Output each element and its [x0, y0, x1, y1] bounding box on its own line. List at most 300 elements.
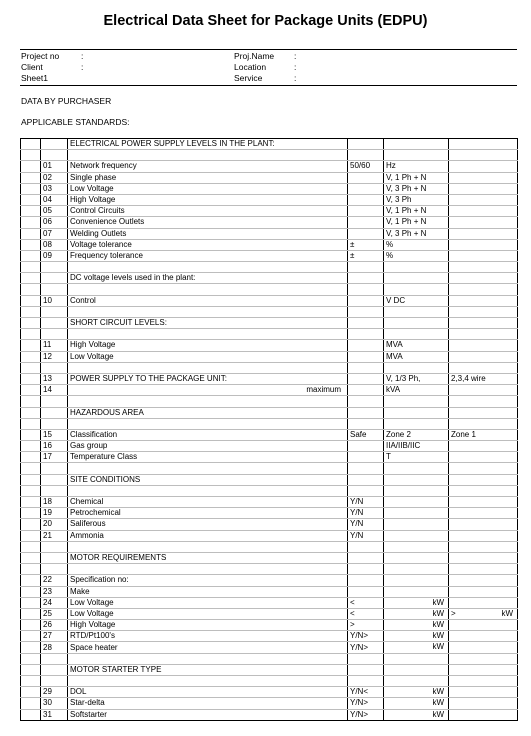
- row-spacer-cell: [21, 329, 41, 340]
- row-number-cell: [41, 262, 68, 273]
- row-spacer-cell: [21, 676, 41, 687]
- row-spacer-cell: [21, 183, 41, 194]
- blank-row: [21, 306, 518, 317]
- row-spacer-cell: [21, 206, 41, 217]
- row-number-cell: 24: [41, 597, 68, 608]
- row-extra-cell: [449, 575, 518, 586]
- row-extra-cell: [449, 676, 518, 687]
- row-description-cell: Low Voltage: [68, 351, 348, 362]
- row-description-cell: DC voltage levels used in the plant:: [68, 273, 348, 284]
- row-value-cell: [348, 441, 384, 452]
- row-description-cell: Network frequency: [68, 161, 348, 172]
- row-extra-cell: [449, 497, 518, 508]
- row-unit-cell: [384, 362, 449, 373]
- row-number-cell: 09: [41, 250, 68, 261]
- row-description-cell: [68, 262, 348, 273]
- row-number-cell: 25: [41, 608, 68, 619]
- row-extra-cell: [449, 306, 518, 317]
- row-number-cell: 05: [41, 206, 68, 217]
- row-value-cell: [348, 318, 384, 329]
- row-spacer-cell: [21, 463, 41, 474]
- row-unit-cell: kVA: [384, 385, 449, 396]
- header-right-labels: [234, 51, 274, 84]
- row-spacer-cell: [21, 642, 41, 653]
- row-extra-cell: [449, 351, 518, 362]
- row-number-cell: 01: [41, 161, 68, 172]
- row-value-cell: [348, 273, 384, 284]
- row-description-cell: SITE CONDITIONS: [68, 474, 348, 485]
- row-value-cell: [348, 139, 384, 150]
- table-row: [21, 575, 518, 586]
- header-top-rule: [20, 49, 517, 50]
- row-value-cell: [348, 228, 384, 239]
- row-number-cell: [41, 318, 68, 329]
- header-label-project-no: Project no: [21, 51, 60, 61]
- row-description-cell: [68, 362, 348, 373]
- row-extra-cell: [449, 206, 518, 217]
- row-value-cell: [348, 150, 384, 161]
- row-description-cell: DOL: [68, 687, 348, 698]
- row-unit-cell: [384, 676, 449, 687]
- row-spacer-cell: [21, 709, 41, 720]
- row-spacer-cell: [21, 250, 41, 261]
- row-spacer-cell: [21, 597, 41, 608]
- row-unit-cell: Hz: [384, 161, 449, 172]
- row-unit-cell: [384, 396, 449, 407]
- row-spacer-cell: [21, 620, 41, 631]
- header-label-proj-name: Proj.Name: [234, 51, 275, 61]
- row-value-cell: Y/N: [348, 497, 384, 508]
- row-extra-cell: [449, 564, 518, 575]
- row-description-cell: High Voltage: [68, 620, 348, 631]
- row-extra-cell: [449, 597, 518, 608]
- row-value-cell: [348, 664, 384, 675]
- row-number-cell: 02: [41, 172, 68, 183]
- row-extra-cell: [449, 340, 518, 351]
- row-extra-cell: [449, 385, 518, 396]
- section-row: [21, 552, 518, 563]
- kw-unit-label: kW: [432, 631, 444, 641]
- row-unit-cell: [384, 687, 449, 698]
- row-value-cell: ±: [348, 250, 384, 261]
- header-sep: :: [294, 62, 297, 72]
- row-unit-cell: [384, 608, 449, 619]
- row-number-cell: [41, 418, 68, 429]
- row-value-cell: ±: [348, 239, 384, 250]
- row-spacer-cell: [21, 485, 41, 496]
- kw-unit-label: kW: [432, 608, 444, 618]
- row-description-cell: Chemical: [68, 497, 348, 508]
- row-number-cell: 14: [41, 385, 68, 396]
- table-row: [21, 351, 518, 362]
- row-spacer-cell: [21, 452, 41, 463]
- row-value-cell: [348, 575, 384, 586]
- row-description-cell: Classification: [68, 429, 348, 440]
- row-extra-cell: [449, 183, 518, 194]
- row-unit-cell: [384, 508, 449, 519]
- row-number-cell: 20: [41, 519, 68, 530]
- row-unit-cell: [384, 150, 449, 161]
- blank-row: [21, 362, 518, 373]
- row-spacer-cell: [21, 687, 41, 698]
- row-extra-cell: [449, 150, 518, 161]
- row-description-cell: [68, 284, 348, 295]
- row-description-cell: MOTOR STARTER TYPE: [68, 664, 348, 675]
- row-unit-cell: [384, 463, 449, 474]
- row-number-cell: [41, 541, 68, 552]
- row-description-cell: SHORT CIRCUIT LEVELS:: [68, 318, 348, 329]
- row-unit-cell: [384, 318, 449, 329]
- row-number-cell: [41, 664, 68, 675]
- row-extra-cell: [449, 295, 518, 306]
- row-value-cell: [348, 418, 384, 429]
- row-spacer-cell: [21, 351, 41, 362]
- row-value-cell: [348, 373, 384, 384]
- row-number-cell: 29: [41, 687, 68, 698]
- row-description-cell: MOTOR REQUIREMENTS: [68, 552, 348, 563]
- row-value-cell: Y/N: [348, 519, 384, 530]
- table-row: [21, 340, 518, 351]
- table-row: [21, 295, 518, 306]
- row-number-cell: [41, 676, 68, 687]
- row-spacer-cell: [21, 284, 41, 295]
- row-number-cell: 27: [41, 631, 68, 642]
- row-description-cell: Control Circuits: [68, 206, 348, 217]
- table-row: [21, 631, 518, 642]
- row-value-cell: [348, 385, 384, 396]
- row-description-cell: Voltage tolerance: [68, 239, 348, 250]
- row-value-cell: >: [348, 620, 384, 631]
- row-number-cell: 21: [41, 530, 68, 541]
- row-spacer-cell: [21, 150, 41, 161]
- header-sep: :: [81, 62, 84, 72]
- row-extra-cell: [449, 250, 518, 261]
- row-value-cell: [348, 463, 384, 474]
- data-sheet-body: [21, 139, 518, 721]
- row-number-cell: 03: [41, 183, 68, 194]
- blank-row: [21, 262, 518, 273]
- row-description-cell: ELECTRICAL POWER SUPPLY LEVELS IN THE PLANT:: [68, 139, 348, 150]
- row-spacer-cell: [21, 161, 41, 172]
- row-extra-cell: [449, 620, 518, 631]
- row-number-cell: 23: [41, 586, 68, 597]
- row-extra-cell: [449, 552, 518, 563]
- row-spacer-cell: [21, 608, 41, 619]
- extra-symbol: >: [451, 608, 456, 618]
- row-value-cell: [348, 194, 384, 205]
- row-value-cell: Y/N: [348, 508, 384, 519]
- row-number-cell: 17: [41, 452, 68, 463]
- blank-row: [21, 564, 518, 575]
- table-row: [21, 530, 518, 541]
- row-unit-cell: [384, 586, 449, 597]
- row-extra-cell: [449, 519, 518, 530]
- table-row: [21, 452, 518, 463]
- row-unit-cell: [384, 262, 449, 273]
- row-description-cell: Frequency tolerance: [68, 250, 348, 261]
- row-value-cell: Safe: [348, 429, 384, 440]
- kw-unit-label: kW: [432, 687, 444, 697]
- row-extra-cell: [449, 139, 518, 150]
- row-spacer-cell: [21, 318, 41, 329]
- table-row: [21, 508, 518, 519]
- blank-row: [21, 463, 518, 474]
- table-row: [21, 687, 518, 698]
- row-value-cell: [348, 396, 384, 407]
- kw-unit-label: kW: [432, 597, 444, 607]
- row-description-cell: [68, 564, 348, 575]
- table-row: [21, 441, 518, 452]
- row-unit-cell: Zone 2: [384, 429, 449, 440]
- data-sheet-table: [20, 138, 518, 721]
- row-description-cell: RTD/Pt100's: [68, 631, 348, 642]
- row-description-cell: Ammonia: [68, 530, 348, 541]
- row-value-cell: [348, 217, 384, 228]
- row-description-cell: Saliferous: [68, 519, 348, 530]
- row-number-cell: 31: [41, 709, 68, 720]
- row-unit-cell: [384, 139, 449, 150]
- row-value-cell: [348, 452, 384, 463]
- row-extra-cell: [449, 396, 518, 407]
- row-extra-cell: Zone 1: [449, 429, 518, 440]
- header-sep: :: [81, 51, 84, 61]
- document-title: Electrical Data Sheet for Package Units (EDPU): [103, 13, 428, 29]
- row-extra-cell: [449, 284, 518, 295]
- row-spacer-cell: [21, 564, 41, 575]
- row-description-cell: Welding Outlets: [68, 228, 348, 239]
- row-extra-cell: [449, 407, 518, 418]
- row-number-cell: [41, 150, 68, 161]
- row-spacer-cell: [21, 194, 41, 205]
- row-value-cell: [348, 676, 384, 687]
- blank-row: [21, 676, 518, 687]
- row-unit-cell: MVA: [384, 351, 449, 362]
- row-unit-cell: %: [384, 239, 449, 250]
- header-label-location: Location: [234, 62, 267, 72]
- row-spacer-cell: [21, 631, 41, 642]
- row-extra-cell: [449, 653, 518, 664]
- row-spacer-cell: [21, 407, 41, 418]
- table-row: [21, 698, 518, 709]
- row-extra-cell: [449, 485, 518, 496]
- table-row: [21, 250, 518, 261]
- row-unit-cell: V, 1 Ph + N: [384, 206, 449, 217]
- row-number-cell: 19: [41, 508, 68, 519]
- row-unit-cell: [384, 519, 449, 530]
- row-extra-cell: [449, 608, 518, 619]
- row-unit-cell: [384, 631, 449, 642]
- row-value-cell: [348, 306, 384, 317]
- blank-row: [21, 541, 518, 552]
- table-row: [21, 385, 518, 396]
- kw-unit-label: kW: [432, 642, 444, 652]
- row-value-cell: 50/60: [348, 161, 384, 172]
- maximum-label: maximum: [306, 385, 341, 395]
- row-description-cell: [68, 329, 348, 340]
- row-number-cell: 30: [41, 698, 68, 709]
- row-number-cell: 26: [41, 620, 68, 631]
- row-extra-cell: [449, 194, 518, 205]
- table-row: [21, 642, 518, 653]
- row-spacer-cell: [21, 474, 41, 485]
- row-extra-cell: [449, 463, 518, 474]
- table-row: [21, 709, 518, 720]
- row-unit-cell: V, 1/3 Ph,: [384, 373, 449, 384]
- row-extra-cell: [449, 586, 518, 597]
- row-spacer-cell: [21, 575, 41, 586]
- row-extra-cell: [449, 172, 518, 183]
- row-extra-cell: [449, 709, 518, 720]
- row-description-cell: Convenience Outlets: [68, 217, 348, 228]
- row-value-cell: [348, 329, 384, 340]
- row-extra-cell: [449, 273, 518, 284]
- row-description-cell: Petrochemical: [68, 508, 348, 519]
- row-unit-cell: V, 1 Ph + N: [384, 217, 449, 228]
- row-description-cell: Control: [68, 295, 348, 306]
- row-number-cell: 16: [41, 441, 68, 452]
- row-number-cell: 06: [41, 217, 68, 228]
- row-spacer-cell: [21, 273, 41, 284]
- row-description-cell: [68, 653, 348, 664]
- row-number-cell: [41, 284, 68, 295]
- row-extra-cell: [449, 329, 518, 340]
- row-description-cell: Specification no:: [68, 575, 348, 586]
- table-row: [21, 194, 518, 205]
- row-extra-cell: [449, 441, 518, 452]
- row-unit-cell: [384, 530, 449, 541]
- row-description-cell: [68, 676, 348, 687]
- row-unit-cell: [384, 564, 449, 575]
- row-value-cell: [348, 653, 384, 664]
- row-unit-cell: [384, 541, 449, 552]
- row-number-cell: 13: [41, 373, 68, 384]
- row-spacer-cell: [21, 139, 41, 150]
- blank-row: [21, 284, 518, 295]
- row-unit-cell: [384, 664, 449, 675]
- row-number-cell: [41, 396, 68, 407]
- row-description-cell: Space heater: [68, 642, 348, 653]
- row-unit-cell: T: [384, 452, 449, 463]
- row-value-cell: Y/N>: [348, 642, 384, 653]
- row-value-cell: [348, 172, 384, 183]
- section-row: [21, 664, 518, 675]
- row-spacer-cell: [21, 441, 41, 452]
- row-description-cell: Low Voltage: [68, 597, 348, 608]
- row-spacer-cell: [21, 418, 41, 429]
- row-spacer-cell: [21, 429, 41, 440]
- section-row: [21, 474, 518, 485]
- row-unit-cell: V, 1 Ph + N: [384, 172, 449, 183]
- row-description-cell: Single phase: [68, 172, 348, 183]
- row-description-cell: [68, 385, 348, 396]
- row-number-cell: 10: [41, 295, 68, 306]
- kw-unit-label: kW: [501, 608, 513, 618]
- row-spacer-cell: [21, 519, 41, 530]
- row-spacer-cell: [21, 497, 41, 508]
- header-left-labels: [21, 51, 59, 84]
- row-description-cell: [68, 396, 348, 407]
- row-value-cell: [348, 586, 384, 597]
- row-unit-cell: V DC: [384, 295, 449, 306]
- table-row: [21, 429, 518, 440]
- row-number-cell: 28: [41, 642, 68, 653]
- row-value-cell: Y/N>: [348, 709, 384, 720]
- row-spacer-cell: [21, 172, 41, 183]
- row-spacer-cell: [21, 262, 41, 273]
- row-description-cell: High Voltage: [68, 340, 348, 351]
- row-unit-cell: V, 3 Ph: [384, 194, 449, 205]
- row-spacer-cell: [21, 306, 41, 317]
- header-label-sheet: Sheet1: [21, 73, 48, 83]
- row-number-cell: [41, 273, 68, 284]
- row-unit-cell: [384, 597, 449, 608]
- kw-unit-label: kW: [432, 620, 444, 630]
- row-unit-cell: [384, 407, 449, 418]
- row-description-cell: [68, 418, 348, 429]
- row-extra-cell: [449, 541, 518, 552]
- row-number-cell: 22: [41, 575, 68, 586]
- blank-row: [21, 418, 518, 429]
- row-unit-cell: [384, 485, 449, 496]
- header-label-client: Client: [21, 62, 43, 72]
- table-row: [21, 228, 518, 239]
- row-number-cell: [41, 329, 68, 340]
- row-spacer-cell: [21, 698, 41, 709]
- row-description-cell: Star-delta: [68, 698, 348, 709]
- row-value-cell: [348, 485, 384, 496]
- row-description-cell: High Voltage: [68, 194, 348, 205]
- section-row: [21, 407, 518, 418]
- row-unit-cell: V, 3 Ph + N: [384, 228, 449, 239]
- row-unit-cell: [384, 497, 449, 508]
- row-description-cell: [68, 541, 348, 552]
- kw-unit-label: kW: [432, 709, 444, 719]
- blank-row: [21, 329, 518, 340]
- table-row: [21, 597, 518, 608]
- row-extra-cell: [449, 362, 518, 373]
- row-spacer-cell: [21, 396, 41, 407]
- row-extra-cell: [449, 631, 518, 642]
- table-row: [21, 206, 518, 217]
- row-number-cell: 04: [41, 194, 68, 205]
- row-number-cell: [41, 139, 68, 150]
- row-spacer-cell: [21, 239, 41, 250]
- blank-row: [21, 150, 518, 161]
- row-number-cell: [41, 407, 68, 418]
- header-bottom-rule: [20, 85, 517, 86]
- section-row: [21, 318, 518, 329]
- row-number-cell: 11: [41, 340, 68, 351]
- row-unit-cell: [384, 306, 449, 317]
- row-unit-cell: [384, 552, 449, 563]
- data-by-label: DATA BY PURCHASER: [21, 96, 112, 106]
- row-extra-cell: [449, 508, 518, 519]
- row-description-cell: [68, 150, 348, 161]
- row-extra-cell: [449, 217, 518, 228]
- row-extra-cell: [449, 262, 518, 273]
- row-description-cell: Temperature Class: [68, 452, 348, 463]
- row-unit-cell: [384, 329, 449, 340]
- table-row: [21, 183, 518, 194]
- row-number-cell: [41, 564, 68, 575]
- row-number-cell: [41, 653, 68, 664]
- blank-row: [21, 485, 518, 496]
- row-description-cell: Low Voltage: [68, 183, 348, 194]
- table-row: [21, 608, 518, 619]
- row-value-cell: [348, 552, 384, 563]
- row-unit-cell: [384, 418, 449, 429]
- row-description-cell: Low Voltage: [68, 608, 348, 619]
